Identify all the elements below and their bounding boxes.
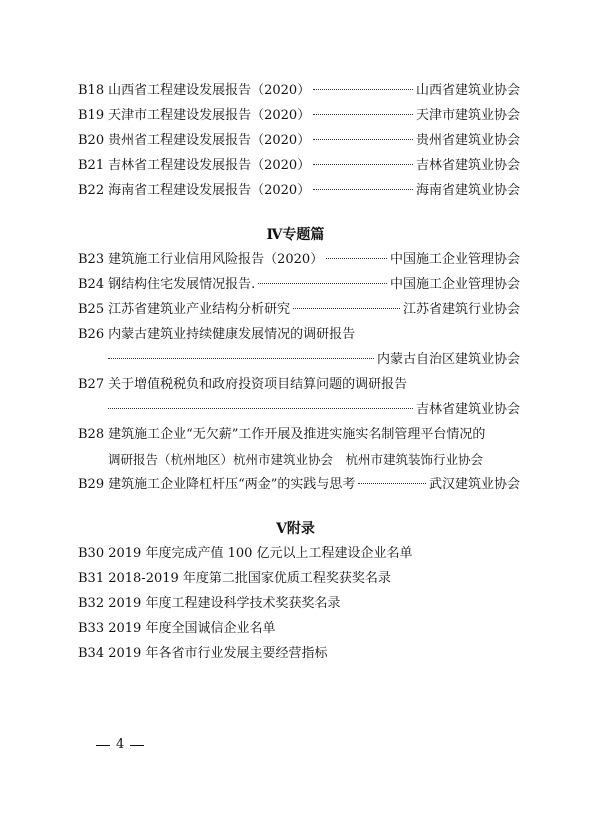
entry-title: 天津市工程建设发展报告（2020）	[108, 108, 311, 123]
entry-title: 钢结构住宅发展情况报告.	[108, 277, 256, 292]
dot-leader	[313, 164, 413, 165]
toc-entry-b25[interactable]	[78, 299, 520, 321]
entry-title: 江苏省建筑业产业结构分析研究	[108, 302, 291, 317]
dash-right	[130, 745, 144, 746]
toc-entry-b24[interactable]	[78, 274, 520, 296]
toc-entry-b28-continuation[interactable]: 调研报告（杭州地区）杭州市建筑业协会 杭州市建筑装饰行业协会	[108, 452, 484, 467]
toc-entry-b26[interactable]	[78, 324, 520, 346]
dot-leader	[313, 114, 413, 115]
toc-entry-b18[interactable]	[78, 80, 520, 102]
entry-org: 中国施工企业管理协会	[389, 252, 520, 267]
entry-code: B28	[78, 427, 105, 442]
entry-title: 吉林省工程建设发展报告（2020）	[108, 158, 311, 173]
toc-entry-b34[interactable]: B34 2019 年各省市行业发展主要经营指标	[78, 646, 328, 661]
toc-entry-b31[interactable]: B31 2018-2019 年度第二批国家优质工程奖获奖名录	[78, 571, 391, 586]
entry-title: 建筑施工企业“无欠薪”工作开展及推进实施实名制管理平台情况的	[108, 427, 486, 442]
entry-org: 武汉建筑业协会	[428, 477, 520, 492]
entry-code: B29	[78, 477, 105, 492]
entry-title: 建筑施工企业降杠杆压“两金”的实践与思考	[108, 477, 356, 492]
entry-org: 内蒙古自治区建筑业协会	[376, 352, 520, 367]
entry-code: B27	[78, 377, 105, 392]
entry-code: B25	[78, 302, 105, 317]
entry-title: 建筑施工行业信用风险报告（2020）	[108, 252, 324, 267]
page-footer	[90, 735, 150, 755]
dot-leader	[358, 483, 426, 484]
toc-entry-b29[interactable]	[78, 474, 520, 496]
dot-leader	[108, 408, 413, 409]
entry-title: 海南省工程建设发展报告（2020）	[108, 183, 311, 198]
toc-entry-b33[interactable]: B33 2019 年度全国诚信企业名单	[78, 621, 276, 636]
entry-code: B19	[78, 108, 105, 123]
entry-code: B23	[78, 252, 105, 267]
toc-entry-b23[interactable]	[78, 249, 520, 271]
dot-leader	[326, 258, 387, 259]
toc-entry-b27[interactable]	[78, 374, 520, 396]
section-heading-appendix: Ⅴ附录	[276, 521, 315, 537]
page-number: 4	[116, 737, 125, 752]
entry-code: B24	[78, 277, 105, 292]
dot-leader	[313, 89, 413, 90]
toc-entry-b20[interactable]	[78, 130, 520, 152]
entry-title: 山西省工程建设发展报告（2020）	[108, 83, 311, 98]
entry-title: 贵州省工程建设发展报告（2020）	[108, 133, 311, 148]
toc-entry-b28[interactable]	[78, 424, 520, 446]
entry-code: B26	[78, 327, 105, 342]
dot-leader	[293, 308, 400, 309]
toc-entry-b26-continuation[interactable]	[108, 349, 520, 371]
entry-code: B22	[78, 183, 105, 198]
entry-title: 关于增值税税负和政府投资项目结算问题的调研报告	[108, 377, 408, 392]
entry-code: B20	[78, 133, 105, 148]
toc-entry-b32[interactable]: B32 2019 年度工程建设科学技术奖获奖名录	[78, 596, 341, 611]
entry-org: 江苏省建筑行业协会	[402, 302, 520, 317]
entry-org: 海南省建筑业协会	[415, 183, 520, 198]
entry-title: 内蒙古建筑业持续健康发展情况的调研报告	[108, 327, 356, 342]
toc-entry-b27-continuation[interactable]	[108, 399, 520, 421]
entry-org: 贵州省建筑业协会	[415, 133, 520, 148]
dash-left	[96, 745, 110, 746]
dot-leader	[313, 139, 413, 140]
entry-code: B18	[78, 83, 105, 98]
section-heading-special-topics: Ⅳ专题篇	[266, 227, 325, 243]
entry-code: B21	[78, 158, 105, 173]
toc-entry-b21[interactable]	[78, 155, 520, 177]
dot-leader	[313, 189, 413, 190]
entry-org: 山西省建筑业协会	[415, 83, 520, 98]
entry-org: 中国施工企业管理协会	[389, 277, 520, 292]
entry-org: 吉林省建筑业协会	[415, 402, 520, 417]
dot-leader	[108, 358, 374, 359]
toc-entry-b30[interactable]: B30 2019 年度完成产值 100 亿元以上工程建设企业名单	[78, 546, 413, 561]
toc-entry-b22[interactable]	[78, 180, 520, 202]
entry-org: 吉林省建筑业协会	[415, 158, 520, 173]
entry-org: 天津市建筑业协会	[415, 108, 520, 123]
toc-entry-b19[interactable]	[78, 105, 520, 127]
dot-leader	[258, 283, 387, 284]
